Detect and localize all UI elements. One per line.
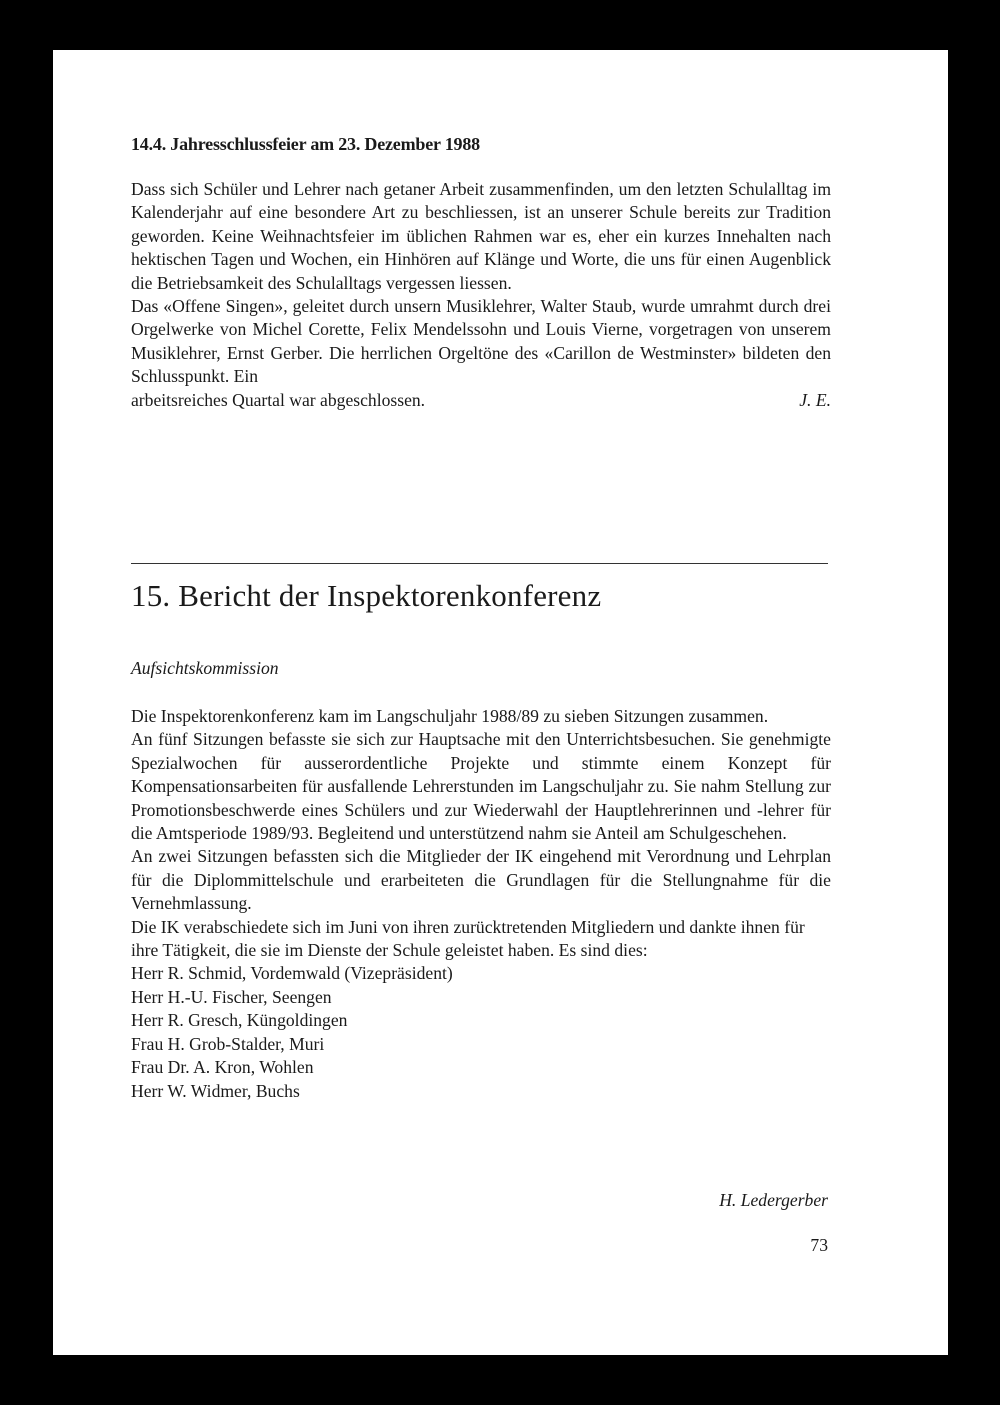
section-15-paragraph-1: Die Inspektorenkonferenz kam im Langschuljahr 1988/89 zu sieben Sitzungen zusammen. [131, 706, 769, 726]
section-14-4-signature: J. E. [799, 389, 831, 410]
section-15-subtitle: Aufsichtskommission [131, 658, 279, 678]
section-15-signature: H. Ledergerber [719, 1190, 828, 1210]
list-item: Herr W. Widmer, Buchs [131, 1080, 300, 1101]
list-item: Herr H.-U. Fischer, Seengen [131, 986, 332, 1007]
section-15-paragraph-3: An zwei Sitzungen befassten sich die Mitglieder der IK eingehend mit Verordnung und Lehrplan für die Diplommittelschule und erarbeiteten die Grundlagen für die Stellungnahme für die Vernehmlassung. [131, 846, 831, 914]
section-14-4-heading: 14.4. Jahresschlussfeier am 23. Dezember 1988 [131, 134, 480, 154]
list-item: Frau Dr. A. Kron, Wohlen [131, 1057, 314, 1078]
section-14-4-paragraph-1: Dass sich Schüler und Lehrer nach getaner Arbeit zusammenfinden, um den letzten Schulalltag im Kalenderjahr auf eine besondere Art zu beschliessen, ist an unserer Schule bereits zur Tradition geworden. Keine Weihnachtsfeier im üblichen Rahmen war es, eher ein kurzes Innehalten nach hektischen Tagen und Wochen, ein Hinhören auf Klänge und Worte, die uns für einen Augenblick die Betriebsamkeit des Schulalltags vergessen liessen. [131, 179, 831, 293]
section-14-4-closing-line [131, 389, 831, 412]
section-15-paragraph-4: Die IK verabschiedete sich im Juni von ihren zurücktretenden Mitgliedern und dankte ihnen für ihre Tätigkeit, die sie im Dienste der Schule geleistet haben. Es sind dies: [131, 916, 805, 961]
retiring-members-list [131, 962, 831, 1102]
section-15-body [131, 705, 831, 1103]
document-page [53, 50, 948, 1355]
list-item: Herr R. Gresch, Küngoldingen [131, 1010, 348, 1031]
section-divider [131, 563, 828, 564]
section-14-4-paragraph-2: Das «Offene Singen», geleitet durch unsern Musiklehrer, Walter Staub, wurde umrahmt durch drei Orgelwerke von Michel Corette, Felix Mendelssohn und Louis Vierne, vorgetragen von unserem Musiklehrer, Ernst Gerber. Die herrlichen Orgeltöne des «Carillon de Westminster» bildeten den Schlusspunkt. Ein [131, 296, 831, 387]
section-14-4-paragraph-2-end: arbeitsreiches Quartal war abgeschlossen. [131, 389, 426, 410]
section-15-title: 15. Bericht der Inspektorenkonferenz [131, 578, 602, 613]
list-item: Frau H. Grob-Stalder, Muri [131, 1033, 325, 1054]
list-item: Herr R. Schmid, Vordemwald (Vizepräsident) [131, 963, 453, 984]
section-14-4-body [131, 178, 831, 412]
page-number: 73 [810, 1235, 828, 1255]
section-15-paragraph-2: An fünf Sitzungen befasste sie sich zur Hauptsache mit den Unterrichtsbesuchen. Sie genehmigte Spezialwochen für ausserordentliche Projekte und stimmte einem Konzept für Kompensationsarbeiten für ausfallende Lehrerstunden im Langschuljahr zu. Sie nahm Stellung zur Promotionsbeschwerde eines Schülers und zur Wiederwahl der Hauptlehrerinnen und -lehrer für die Amtsperiode 1989/93. Begleitend und unterstützend nahm sie Anteil am Schulgeschehen. [131, 729, 831, 844]
